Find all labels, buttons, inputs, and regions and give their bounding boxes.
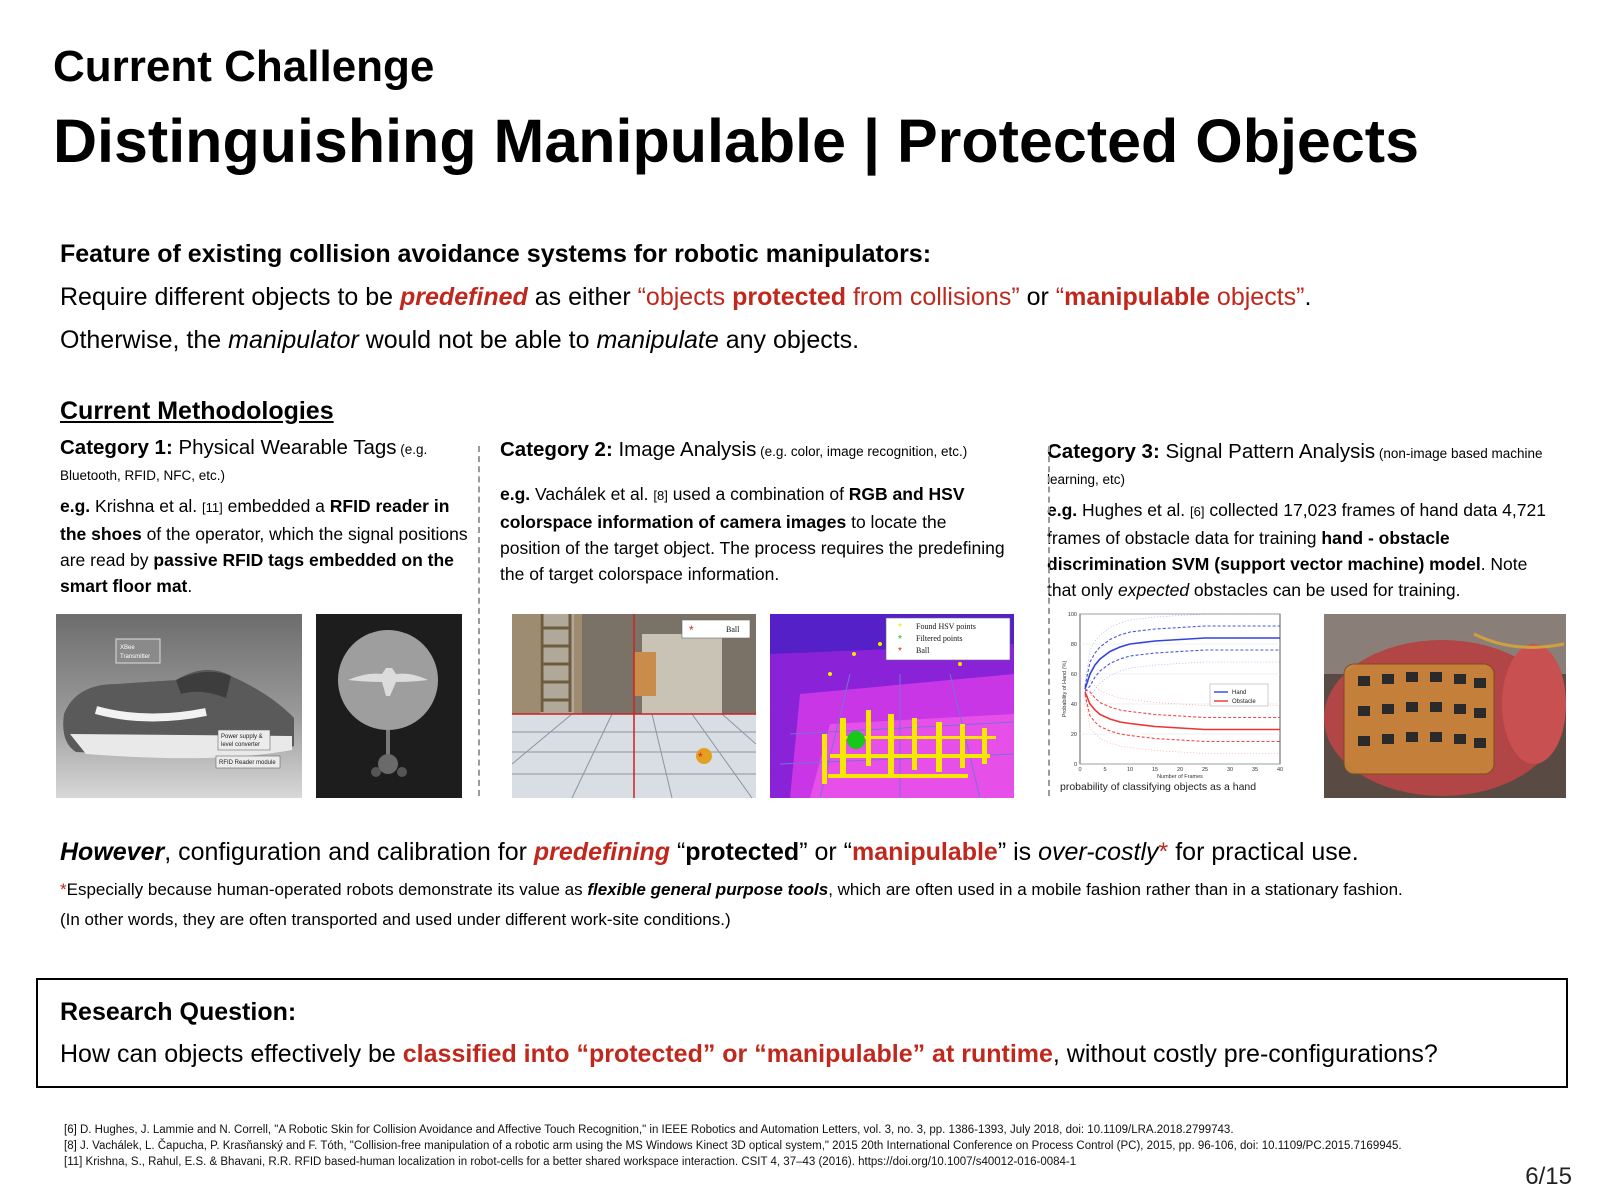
text-run: ” [997, 838, 1007, 866]
camera-view-photo [512, 614, 756, 798]
slide-kicker: Current Challenge [53, 42, 435, 91]
text-run: e.g. [500, 483, 531, 504]
text-run: ” [799, 838, 808, 866]
methods-heading: Current Methodologies [60, 397, 334, 425]
text-run: Vachálek et al. [530, 483, 654, 504]
feature-heading: Feature of existing collision avoidance systems for robotic manipulators: [60, 240, 932, 268]
category-label: Category 1: [60, 436, 173, 459]
category-note: (non-image based machine learning, etc) [1047, 446, 1543, 487]
text-run: “ [670, 838, 686, 866]
category-1-body [60, 493, 480, 599]
category-name: Physical Wearable Tags [172, 436, 397, 459]
research-question-text [60, 1040, 1438, 1069]
svg-text:*: * [698, 750, 703, 764]
emphasis-protected: protected [685, 838, 800, 866]
text-run: RFID reader in the shoes [60, 496, 450, 545]
slide-title: Distinguishing Manipulable | Protected Objects [53, 107, 1420, 175]
category-2-body [500, 481, 1005, 587]
category-3-body [1047, 497, 1547, 603]
text-run: objects” [1209, 283, 1305, 311]
text-run: or “ [807, 838, 852, 866]
x-tick-label: 10 [1126, 767, 1134, 773]
x-tick-label: 5 [1103, 767, 1107, 773]
emphasis-over-costly: over-costly [1038, 838, 1159, 866]
hsv-legend-label: Ball [916, 646, 930, 655]
category-3 [1047, 439, 1547, 603]
text-run: Hughes et al. [1077, 500, 1191, 521]
emphasis-manipulable: manipulable [1064, 283, 1210, 311]
category-note: (e.g. Bluetooth, RFID, NFC, etc.) [60, 442, 428, 483]
emphasis-manipulable: manipulable [851, 838, 998, 866]
text-run: as either [527, 283, 638, 311]
shoe-label: Power supply & [221, 734, 263, 740]
column-divider [478, 446, 480, 796]
y-tick-label: 100 [1067, 612, 1077, 618]
robotic-skin-photo [1324, 614, 1566, 798]
category-2-title [500, 437, 1005, 463]
text-run: e.g. [60, 496, 91, 517]
smart-floor-photo [316, 614, 462, 798]
hsv-points-image [770, 614, 1014, 798]
svg-text:*: * [898, 634, 902, 645]
text-run: passive RFID tags embedded on the smart floor mat [60, 550, 454, 597]
text-run: embedded a [222, 496, 330, 517]
svg-text:*: * [689, 623, 694, 637]
shoe-label: XBee [120, 645, 135, 651]
text-run: Especially because human-operated robots demonstrate its value as [66, 880, 588, 899]
y-tick-label: 40 [1070, 702, 1077, 708]
text-run: e.g. [1047, 500, 1078, 521]
page-number: 6/15 [1525, 1163, 1572, 1190]
x-tick-label: 15 [1151, 767, 1159, 773]
x-tick-label: 25 [1201, 767, 1209, 773]
text-run: Otherwise, the [60, 326, 229, 354]
y-tick-label: 0 [1073, 762, 1077, 768]
category-3-title [1047, 439, 1547, 490]
text-run: collected 17,023 frames of hand data 4,721 frames of obstacle data for training [1047, 500, 1546, 549]
emphasis-flexible-tools: flexible general purpose tools [587, 880, 829, 899]
text-run: Krishna et al. [90, 496, 203, 517]
x-tick-label: 20 [1176, 767, 1184, 773]
text-run: obstacles can be used for training. [1189, 580, 1461, 601]
text-run: hand - obstacle discrimination SVM (support vector machine) model [1047, 528, 1481, 575]
category-note: (e.g. color, image recognition, etc.) [756, 444, 968, 459]
legend-label: Obstacle [1232, 699, 1256, 705]
x-tick-label: 35 [1251, 767, 1259, 773]
feature-line-1 [60, 282, 1311, 312]
text-run: , which are often used in a mobile fashion rather than in a stationary fashion. [828, 880, 1403, 899]
category-label: Category 3: [1047, 440, 1160, 463]
shoe-label: level converter [221, 742, 261, 748]
text-run: RGB and HSV colorspace information of camera images [500, 483, 965, 532]
footnote-line-1 [60, 880, 1403, 900]
x-tick-label: 0 [1078, 767, 1082, 773]
ball-legend-label: Ball [726, 625, 740, 634]
y-tick-label: 60 [1070, 672, 1077, 678]
text-run: from collisions” [846, 283, 1020, 311]
reference-8: [8] J. Vachálek, L. Čapucha, P. Krasňanský and F. Tóth, "Collision-free manipulation of a robotic arm using the MS Windows Kinect 3D optical system," 2015 20th International Conference on Process Control (PC), 2015, pp. 96-106, doi: 10.1109/PC.2015.7169945. [64, 1140, 1402, 1152]
hand-probability-chart [1058, 608, 1308, 806]
footnote-marker: * [1158, 838, 1169, 866]
citation: [8] [653, 487, 668, 503]
text-run: any objects. [718, 326, 860, 354]
svg-text:*: * [898, 646, 902, 657]
conclusion-line [60, 838, 1359, 867]
category-2 [500, 437, 1005, 587]
column-divider [1048, 446, 1050, 796]
text-run: or [1019, 283, 1056, 311]
text-run: is [1006, 838, 1039, 866]
text-run: used a combination of [667, 483, 849, 504]
x-tick-label: 30 [1226, 767, 1234, 773]
shoe-label: Transmitter [120, 654, 151, 660]
hsv-legend-label: Found HSV points [916, 622, 976, 631]
emphasis-classified: classified into “protected” or “manipulable” at runtime [402, 1040, 1053, 1068]
research-question-title: Research Question: [60, 998, 297, 1026]
legend-label: Hand [1232, 690, 1247, 696]
emphasis-however: However [60, 838, 165, 866]
research-question-box [36, 978, 1568, 1088]
shoe-rfid-photo [56, 614, 302, 798]
citation: [6] [1190, 504, 1205, 520]
text-run: How can objects effectively be [60, 1040, 403, 1068]
emphasis-predefining: predefining [533, 838, 670, 866]
hsv-legend-label: Filtered points [916, 634, 963, 643]
category-1-title [60, 435, 480, 486]
reference-11: [11] Krishna, S., Rahul, E.S. & Bhavani, R.R. RFID based-human localization in robot-cells for a better shared workspace interaction. CSIT 4, 37–43 (2016). https://doi.org/10.1007/s40012-016-0084-1 [64, 1156, 1077, 1168]
text-run: . [1304, 283, 1312, 311]
category-1 [60, 435, 480, 599]
emphasis-manipulate: manipulate [596, 326, 719, 354]
text-run: expected [1118, 580, 1190, 601]
text-run: , without costly pre-configurations? [1052, 1040, 1438, 1068]
text-run: for practical use. [1168, 838, 1359, 866]
text-run: . Note that only [1047, 554, 1528, 601]
shoe-label: RFID Reader module [219, 760, 276, 766]
text-run: , configuration and calibration for [164, 838, 534, 866]
text-run: Require different objects to be [60, 283, 401, 311]
chart-caption: probability of classifying objects as a hand [1060, 781, 1257, 793]
footnote-line-2: (In other words, they are often transported and used under different work-site conditions.) [60, 910, 731, 929]
y-tick-label: 80 [1070, 642, 1077, 648]
text-run: would not be able to [358, 326, 597, 354]
x-tick-label: 40 [1276, 767, 1284, 773]
emphasis-predefined: predefined [400, 283, 528, 311]
reference-6: [6] D. Hughes, J. Lammie and N. Correll, "A Robotic Skin for Collision Avoidance and Affective Touch Recognition," in IEEE Robotics and Automation Letters, vol. 3, no. 3, pp. 1386-1393, July 2018, doi: 10.1109/LRA.2018.2799743. [64, 1124, 1234, 1136]
category-label: Category 2: [500, 438, 613, 461]
text-run: of the operator, which the signal positions are read by [60, 524, 468, 571]
citation: [11] [202, 500, 223, 516]
y-tick-label: 20 [1070, 732, 1077, 738]
x-axis-label: Number of Frames [1157, 774, 1203, 780]
text-run: . [187, 576, 193, 597]
y-axis-label: Probability of Hand (%) [1062, 660, 1068, 718]
footnote-marker: * [60, 880, 67, 899]
text-run: “ [1055, 283, 1065, 311]
category-name: Signal Pattern Analysis [1159, 440, 1376, 463]
text-run: “objects [637, 283, 733, 311]
feature-line-2 [60, 325, 859, 355]
category-name: Image Analysis [612, 438, 757, 461]
svg-text:*: * [898, 622, 902, 633]
emphasis-manipulator: manipulator [228, 326, 359, 354]
emphasis-protected: protected [732, 283, 846, 311]
text-run: to locate the position of the target object. The process requires the predefining the of target colorspace information. [500, 511, 1005, 584]
